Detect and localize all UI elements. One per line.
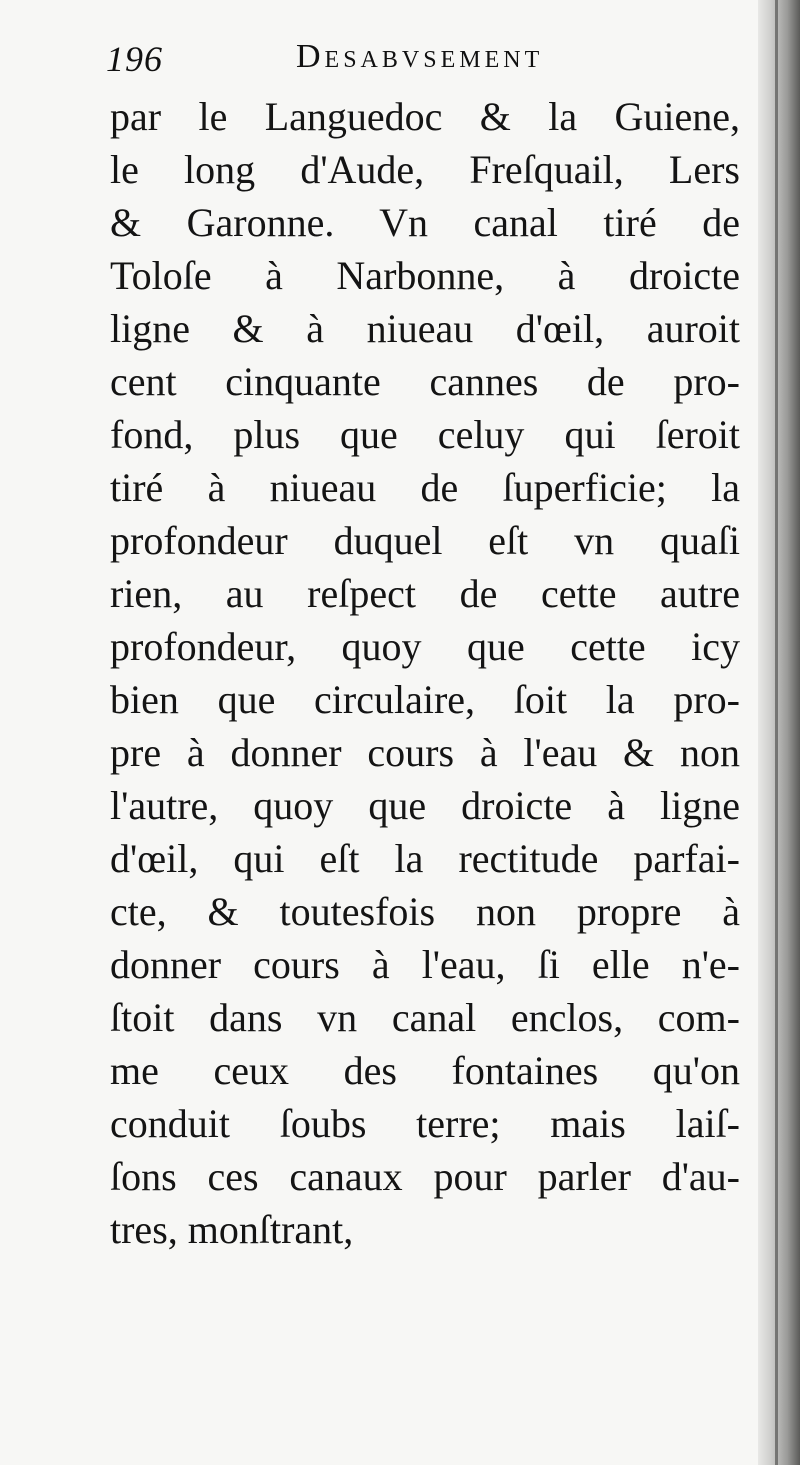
text-line: par le Languedoc & la Guiene, [110, 94, 740, 139]
text-line: conduit ſoubs terre; mais laiſ- [110, 1101, 740, 1146]
page-header [106, 32, 726, 88]
text-line: tiré à niueau de ſuperficie; la [110, 465, 740, 510]
body-text [110, 90, 740, 1256]
page-number: 196 [106, 39, 163, 79]
text-line: profondeur, quoy que cette icy [110, 624, 740, 669]
text-line: ligne & à niueau d'œil, auroit [110, 306, 740, 351]
text-line: ſons ces canaux pour parler d'au- [110, 1154, 740, 1199]
text-line: pre à donner cours à l'eau & non [110, 730, 740, 775]
text-line-last: tres, monſtrant, [110, 1207, 354, 1252]
binding-gutter [758, 0, 800, 1465]
text-line: cent cinquante cannes de pro- [110, 359, 740, 404]
text-line: bien que circulaire, ſoit la pro- [110, 677, 740, 722]
running-title: Desabvsement [296, 38, 544, 75]
text-line: rien, au reſpect de cette autre [110, 571, 740, 616]
text-line: le long d'Aude, Freſquail, Lers [110, 147, 740, 192]
text-line: donner cours à l'eau, ſi elle n'e- [110, 942, 740, 987]
text-line: profondeur duquel eſt vn quaſi [110, 518, 740, 563]
text-line: l'autre, quoy que droicte à ligne [110, 783, 740, 828]
text-line: d'œil, qui eſt la rectitude parfai- [110, 836, 740, 881]
text-line: cte, & toutesfois non propre à [110, 889, 740, 934]
gutter-shadow-line [775, 0, 778, 1465]
text-line: fond, plus que celuy qui ſeroit [110, 412, 740, 457]
text-line: & Garonne. Vn canal tiré de [110, 200, 740, 245]
text-line: me ceux des fontaines qu'on [110, 1048, 740, 1093]
text-line: ſtoit dans vn canal enclos, com- [110, 995, 740, 1040]
text-line: Toloſe à Narbonne, à droicte [110, 253, 740, 298]
